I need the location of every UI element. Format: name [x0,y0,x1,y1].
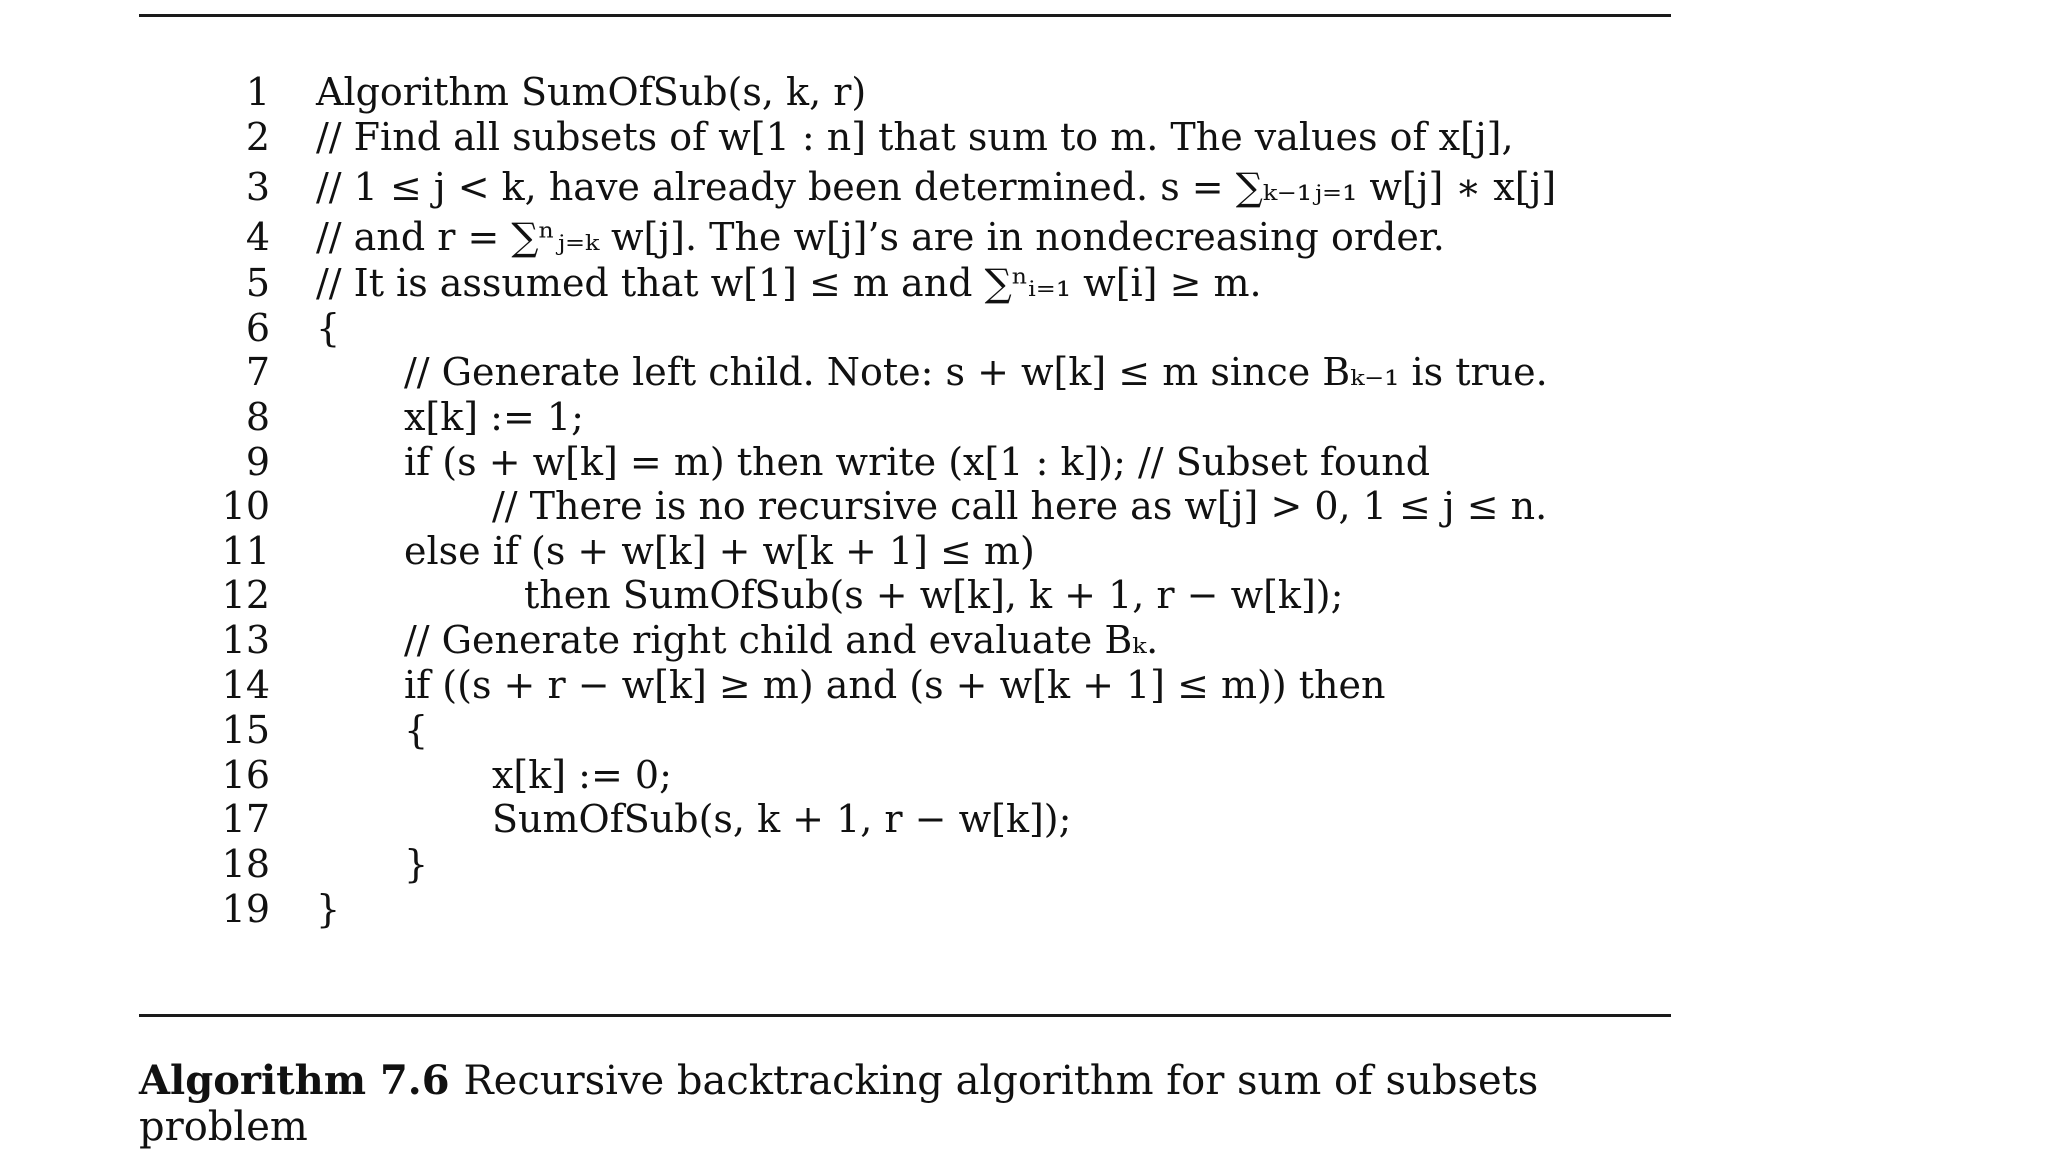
line-number: 1 [245,70,270,114]
line-code: else if (s + w[k] + w[k + 1] ≤ m) [404,529,1035,573]
caption-text: Recursive backtracking algorithm for sum of subsets problem [139,1058,1539,1150]
line-number: 7 [245,350,270,394]
line-number: 19 [221,887,270,931]
line-number: 10 [221,484,270,528]
line-code: // 1 ≤ j < k, have already been determined. s = ∑ₖ₋₁ⱼ₌₁ w[j] ∗ x[j] [316,165,1557,209]
top-rule [139,14,1671,17]
line-code: SumOfSub(s, k + 1, r − w[k]); [492,797,1072,841]
line-code: // and r = ∑ⁿⱼ₌ₖ w[j]. The w[j]’s are in nondecreasing order. [316,215,1445,259]
line-code: // Generate right child and evaluate Bₖ. [404,618,1159,662]
line-number: 13 [221,618,270,662]
line-code: { [316,306,341,350]
line-number: 9 [245,440,270,484]
line-code: } [404,842,429,886]
line-code: // Generate left child. Note: s + w[k] ≤ m since Bₖ₋₁ is true. [404,350,1548,394]
line-code: { [404,708,429,752]
line-code: if (s + w[k] = m) then write (x[1 : k]); // Subset found [404,440,1431,484]
line-number: 16 [221,753,270,797]
line-number: 8 [245,395,270,439]
line-code: then SumOfSub(s + w[k], k + 1, r − w[k]); [524,573,1344,617]
line-code: // Find all subsets of w[1 : n] that sum to m. The values of x[j], [316,115,1514,159]
line-code: // It is assumed that w[1] ≤ m and ∑ⁿᵢ₌₁ w[i] ≥ m. [316,261,1262,305]
line-number: 4 [245,215,270,259]
line-number: 15 [221,708,270,752]
caption-label: Algorithm 7.6 [139,1057,450,1104]
line-number: 2 [245,115,270,159]
line-number: 6 [245,306,270,350]
line-number: 5 [245,261,270,305]
line-number: 18 [221,842,270,886]
line-code: } [316,887,341,931]
line-number: 12 [221,573,270,617]
figure-caption [139,1058,1679,1150]
line-code: Algorithm SumOfSub(s, k, r) [316,70,867,114]
line-code: x[k] := 1; [404,395,584,439]
line-number: 17 [221,797,270,841]
bottom-rule [139,1014,1671,1017]
line-code: // There is no recursive call here as w[j] > 0, 1 ≤ j ≤ n. [492,484,1548,528]
line-code: x[k] := 0; [492,753,672,797]
line-number: 14 [221,663,270,707]
line-number: 3 [245,165,270,209]
line-code: if ((s + r − w[k] ≥ m) and (s + w[k + 1] ≤ m)) then [404,663,1386,707]
line-number: 11 [221,529,270,573]
